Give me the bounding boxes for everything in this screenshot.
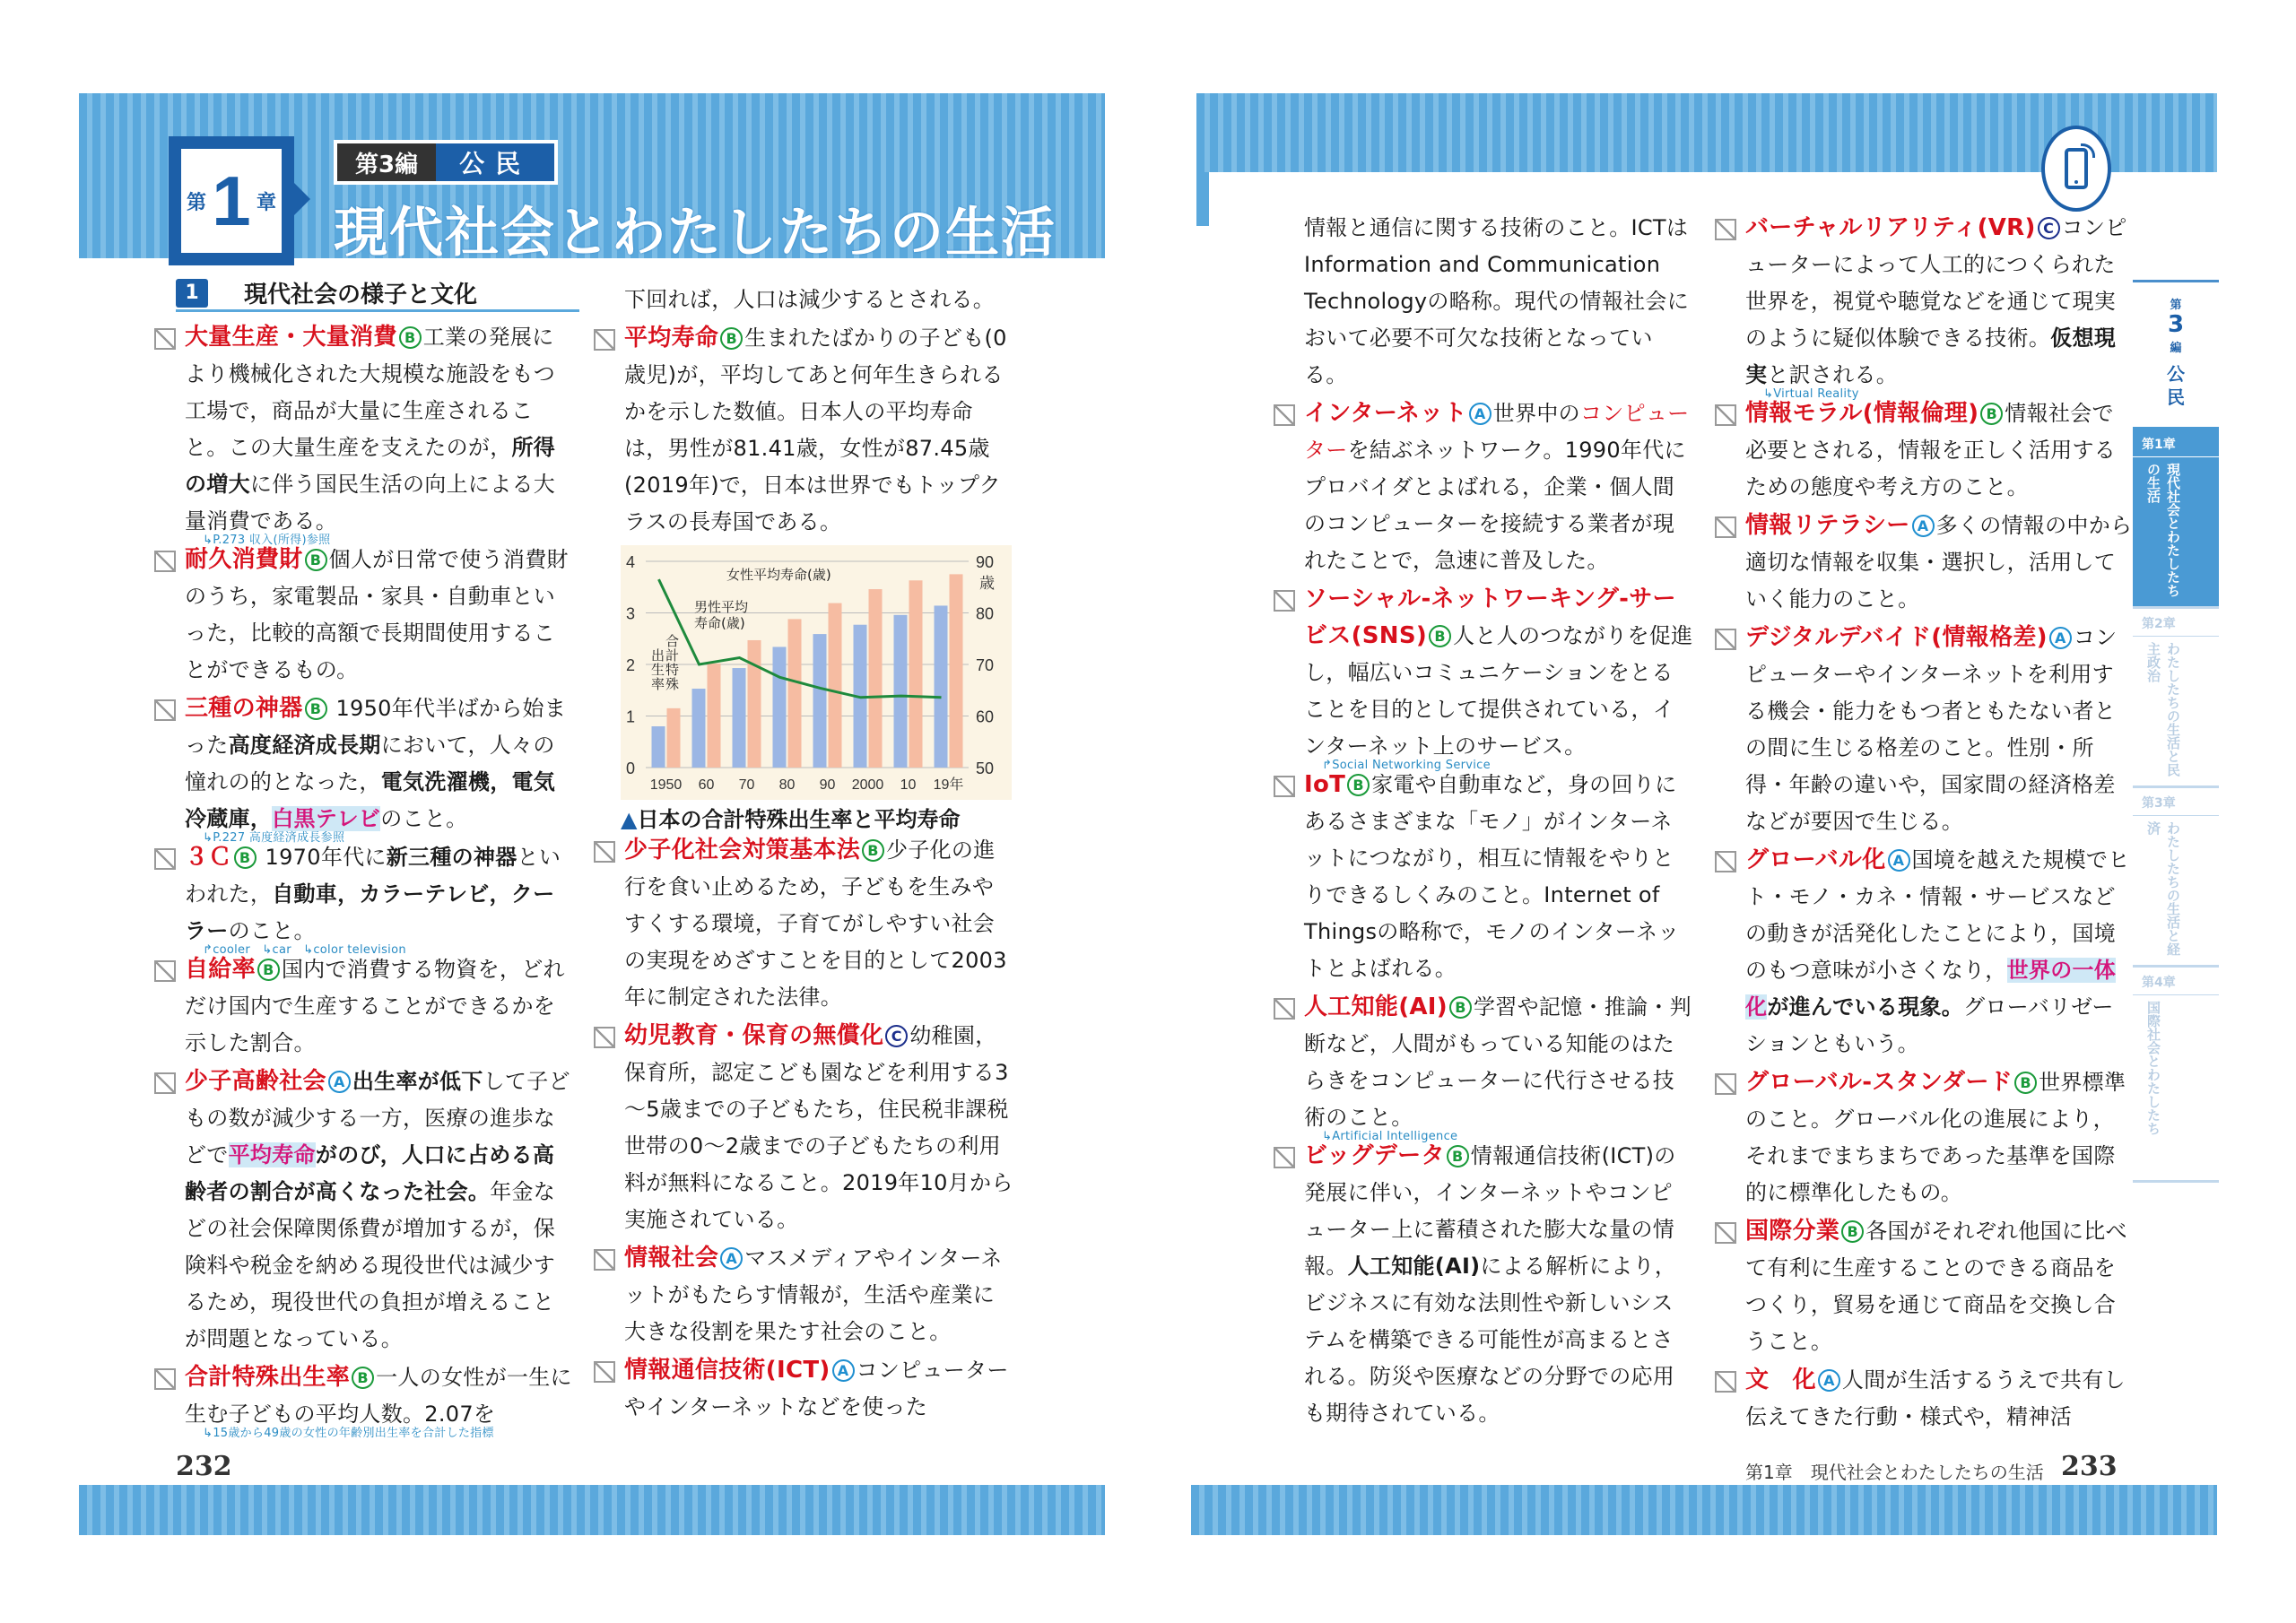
body-text: といわれた，	[185, 845, 561, 907]
body-text: 国内で消費する物資を，どれだけ国内で生産することができるかを示した割合。	[185, 957, 565, 1055]
part-number: 第3編	[337, 143, 436, 181]
chapter-suffix: 章	[256, 191, 276, 214]
term-title: グローバル-スタンダード	[1745, 1069, 2013, 1096]
body-text: 生まれたばかりの子ども(0歳児)が，平均してあと何年生きられるかを示した数値。日本人の平均寿命は，男性が81.41歳，女性が87.45歳(2019年)で，日本は世界でもトップクラスの長寿国である。	[624, 325, 1007, 534]
side-tab-chapter-3[interactable]	[2133, 785, 2219, 965]
checkbox-icon[interactable]	[1274, 404, 1295, 426]
term-title: 文 化	[1745, 1367, 1816, 1393]
checkbox-icon[interactable]	[1715, 1371, 1736, 1393]
svg-text:60: 60	[976, 707, 995, 726]
reference-note: ↳P.227 高度経済成長参照	[203, 831, 345, 845]
term-title: 情報通信技術(ICT)	[624, 1357, 831, 1384]
body-text: 情報社会で必要とされる，情報を正しく活用するための態度や考え方のこと。	[1745, 401, 2117, 499]
reference-note: ↱Social Networking Service	[1322, 759, 1491, 772]
chapter-arrow-icon	[294, 183, 310, 215]
svg-text:19年: 19年	[933, 777, 964, 793]
checkbox-icon[interactable]	[1715, 516, 1736, 538]
checkbox-icon[interactable]	[594, 841, 615, 863]
body-text: 世界標準のこと。グローバル化の進展により，それまでまちまちであった基準を国際的に標準化したもの。	[1745, 1070, 2126, 1205]
body-text: 少子化の進行を食い止めるため，子どもを生みやすくする環境，子育てがしやすい社会の実現をめざすことを目的として2003年に制定された法律。	[624, 838, 1007, 1010]
checkbox-icon[interactable]	[154, 848, 176, 870]
highlight-text: 白黒テレビ	[272, 806, 381, 831]
importance-badge-b: B	[399, 326, 422, 349]
svg-text:0: 0	[626, 759, 636, 777]
header-banner-edge	[1196, 172, 1209, 226]
glossary-entry	[152, 839, 574, 957]
svg-text:90: 90	[976, 553, 995, 571]
footer-banner-left	[79, 1485, 1105, 1535]
importance-badge-a: A	[1912, 515, 1935, 537]
term-title: 自給率	[185, 956, 256, 983]
svg-text:出: 出	[651, 647, 665, 664]
checkbox-icon[interactable]	[594, 1361, 615, 1383]
svg-text:女性平均寿命(歳): 女性平均寿命(歳)	[726, 567, 831, 583]
svg-text:60: 60	[698, 777, 715, 793]
section-title: 現代社会の様子と文化	[244, 282, 478, 308]
importance-badge-b: B	[305, 549, 327, 571]
footer-chapter-title: 第1章 現代社会とわたしたちの生活	[1745, 1462, 2044, 1483]
importance-badge-a: A	[1818, 1369, 1840, 1392]
term-title: ソーシャル-ネットワーキング-サービス(SNS)	[1304, 586, 1676, 649]
checkbox-icon[interactable]	[1715, 404, 1736, 426]
svg-text:生: 生	[651, 662, 665, 678]
importance-badge-b: B	[257, 959, 280, 981]
body-text: のこと。	[380, 806, 468, 831]
term-title: 耐久消費財	[185, 546, 303, 573]
footer-banner-right	[1191, 1485, 2217, 1535]
body-text: 1950年代半ばから始まった	[185, 696, 567, 758]
importance-badge-a: A	[328, 1071, 351, 1093]
bold-text: 人工知能(AI)	[1347, 1254, 1481, 1279]
body-text: のこと。	[228, 918, 316, 943]
term-title: 合計特殊出生率	[185, 1364, 351, 1391]
side-navigation	[2133, 280, 2219, 1183]
glossary-entry	[152, 1359, 574, 1440]
importance-badge-b: B	[862, 839, 884, 862]
left-column-1	[152, 317, 574, 1440]
glossary-entry	[1272, 1138, 1693, 1432]
checkbox-icon[interactable]	[154, 699, 176, 721]
term-title: 情報社会	[624, 1245, 719, 1271]
term-title: デジタルデバイド(情報格差)	[1745, 624, 2048, 651]
term-title: グローバル化	[1745, 846, 1886, 873]
body-text: 一人の女性が一生に生む子どもの平均人数。2.07を	[185, 1365, 572, 1427]
glossary-entry	[1713, 508, 2135, 618]
body-text: に伴う国民生活の向上による大量消費である。	[185, 472, 556, 534]
term-title: 情報リテラシー	[1745, 512, 1910, 539]
body-text: と訳される。	[1767, 362, 1899, 387]
body-text: 家電や自動車など，身の回りにあるさまざまな「モノ」がインターネットにつながり，相互に情報をやりとりできるしくみのこと。Internet of Thingsの略称で，モノのインターネットとよばれる。	[1304, 772, 1680, 981]
body-text: 世界中の	[1492, 401, 1580, 426]
glossary-entry	[1713, 842, 2135, 1063]
svg-text:70: 70	[976, 656, 995, 674]
glossary-entry	[1713, 395, 2135, 506]
svg-text:特: 特	[665, 662, 680, 678]
bold-text: 新三種の神器	[386, 845, 517, 870]
body-text: コンピューターやインターネットなどを使った	[624, 1358, 1009, 1419]
body-text: して子どもの数が減少する一方，医療の進歩などで	[185, 1069, 570, 1167]
svg-text:合: 合	[665, 633, 680, 649]
glossary-entry	[1713, 1064, 2135, 1211]
chapter-title: 現代社会とわたしたちの生活	[334, 202, 1057, 265]
svg-text:80: 80	[976, 604, 995, 623]
highlight-text: 平均寿命	[228, 1142, 316, 1167]
importance-badge-a: A	[2049, 627, 2072, 649]
importance-badge-b: B	[1980, 403, 2003, 425]
term-title: 大量生産・大量消費	[185, 324, 397, 351]
body-text: 情報通信技術(ICT)の発展に伴い，インターネットやコンピューター上に蓄積された膨大な量の情報。	[1304, 1143, 1676, 1279]
reference-note: ↳Artificial Intelligence	[1322, 1130, 1458, 1143]
section-number: 1	[176, 279, 208, 308]
checkbox-icon[interactable]	[154, 551, 176, 572]
side-tab-label: 第3章	[2133, 794, 2219, 816]
side-tab-label: 第2章	[2133, 614, 2219, 637]
checkbox-icon[interactable]	[1274, 590, 1295, 612]
body-text: 多くの情報の中から適切な情報を収集・選択し，活用していく能力のこと。	[1745, 513, 2133, 612]
section-heading	[176, 276, 579, 312]
body-text: 学習や記憶・推論・判断など，人間がもっている知能のはたらきをコンピューターに代行させる技術のこと。	[1304, 994, 1692, 1130]
body-text: 各国がそれぞれ他国に比べて有利に生産することのできる商品をつくり，貿易を通じて商品を交換し合うこと。	[1745, 1219, 2127, 1354]
side-tab-chapter-2[interactable]	[2133, 606, 2219, 785]
checkbox-icon[interactable]	[1274, 1147, 1295, 1168]
side-tab-title: わたしたちの生活と経済	[2145, 820, 2181, 956]
glossary-entry	[1272, 767, 1693, 987]
importance-badge-a: A	[720, 1247, 743, 1270]
term-title: 少子化社会対策基本法	[624, 837, 861, 864]
term-title: ３Ｃ	[185, 844, 232, 871]
term-title: 国際分業	[1745, 1218, 1840, 1245]
svg-text:率: 率	[651, 676, 665, 692]
side-tab-chapter-1[interactable]	[2133, 427, 2219, 606]
importance-badge-a: A	[832, 1359, 855, 1382]
svg-text:2: 2	[626, 656, 636, 674]
body-text: 個人が日常で使う消費財のうち，家電製品・家具・自動車といった，比較的高額で長期間使用することができるもの。	[185, 547, 569, 682]
term-title: 幼児教育・保育の無償化	[624, 1022, 884, 1049]
svg-text:4: 4	[626, 553, 636, 571]
checkbox-icon[interactable]	[154, 1368, 176, 1390]
importance-badge-a: A	[1469, 403, 1492, 425]
term-title: IoT	[1304, 771, 1346, 798]
side-tab-label: 第4章	[2133, 973, 2219, 995]
svg-text:10: 10	[900, 777, 917, 793]
importance-badge-b: B	[305, 698, 327, 720]
svg-text:2000: 2000	[851, 777, 884, 793]
triangle-icon: ▲	[621, 807, 638, 832]
bold-text: 電気洗濯機，電気冷蔵庫，	[185, 769, 556, 831]
svg-text:90: 90	[819, 777, 836, 793]
term-title: ビッグデータ	[1304, 1142, 1445, 1169]
right-column-2	[1713, 208, 2135, 1436]
svg-text:70: 70	[738, 777, 755, 793]
highlight-text: 世界の一体化	[1745, 958, 2117, 1020]
smartphone-icon	[2041, 126, 2111, 212]
page-number-right: 233	[2061, 1451, 2118, 1482]
body-text: 人と人のつながりを促進し，幅広いコミュニケーションをとることを目的として提供されている，インターネット上のサービス。	[1304, 623, 1693, 759]
glossary-entry	[1713, 210, 2135, 401]
checkbox-icon[interactable]	[1715, 851, 1736, 872]
body-text: 下回れば，人口は減少するとされる。	[624, 287, 996, 312]
term-title: 少子高齢社会	[185, 1068, 326, 1095]
importance-badge-c: C	[885, 1025, 908, 1047]
term-title: 三種の神器	[185, 695, 303, 722]
reference-note: ↱cooler ↳car ↳color television	[203, 943, 406, 957]
part-subject: 公民	[436, 143, 554, 181]
importance-badge-b: B	[1347, 774, 1370, 796]
page-number-left: 232	[176, 1451, 232, 1482]
glossary-entry	[592, 1018, 1013, 1238]
glossary-entry	[592, 1352, 1013, 1426]
glossary-entry	[152, 951, 574, 1062]
importance-badge-b: B	[1841, 1220, 1864, 1243]
bold-text: 所得の増大	[185, 435, 556, 497]
glossary-entry	[152, 542, 574, 689]
glossary-entry	[592, 832, 1013, 1016]
term-title: バーチャルリアリティ(VR)	[1745, 214, 2036, 241]
glossary-entry	[592, 320, 1013, 541]
bold-text: 出生率が低下	[352, 1069, 483, 1094]
chart-svg	[621, 545, 1012, 800]
body-text: 人間が生活するうえで共有し伝えてきた行動・様式や，精神活	[1745, 1367, 2126, 1429]
glossary-entry	[152, 319, 574, 547]
body-text: コンピューターによって人工的につくられた世界を，視覚や聴覚などを通じて現実のように疑似体験できる技術。	[1745, 215, 2127, 351]
body-text: 1970年代に	[257, 845, 387, 870]
side-tab-title: 現代社会とわたしたちの生活	[2145, 462, 2181, 597]
body-text: を結ぶネットワーク。1990年代にプロバイダとよばれる，企業・個人間のコンピューターを接続する業者が現れたことで，急速に普及した。	[1304, 438, 1686, 573]
checkbox-icon[interactable]	[1274, 998, 1295, 1020]
side-tab-chapter-4[interactable]	[2133, 965, 2219, 1144]
importance-badge-b: B	[2014, 1072, 2037, 1094]
checkbox-icon[interactable]	[154, 328, 176, 350]
red-text: コンピューター	[1304, 401, 1690, 463]
reference-note: ↳P.273 収入(所得)参照	[203, 534, 331, 547]
checkbox-icon[interactable]	[154, 960, 176, 982]
glossary-entry	[1713, 1213, 2135, 1360]
glossary-entry	[1272, 989, 1693, 1143]
body-text: 工業の発展により機械化された大規模な施設をもつ工場で，商品が大量に生産されること。この大量生産を支えたのが，	[185, 325, 556, 460]
body-text: による解析により，ビジネスに有効な法則性や新しいシステムを構築できる可能性が高まるとされる。防災や医療などの分野での応用も期待されている。	[1304, 1254, 1677, 1426]
term-title: 人工知能(AI)	[1304, 994, 1448, 1020]
body-text: マスメディアやインターネットがもたらす情報が，生活や産業に大きな役割を果たす社会のこと。	[624, 1245, 1003, 1344]
glossary-entry	[1272, 581, 1693, 772]
glossary-entry	[592, 1240, 1013, 1350]
importance-badge-c: C	[2038, 217, 2060, 239]
svg-text:1: 1	[626, 707, 636, 726]
body-text: において，人々の憧れの的となった，	[185, 733, 555, 794]
glossary-entry	[1272, 395, 1693, 579]
svg-text:男性平均: 男性平均	[694, 599, 749, 615]
checkbox-icon[interactable]	[1715, 1222, 1736, 1244]
checkbox-icon[interactable]	[1274, 776, 1295, 797]
chart-caption	[621, 802, 960, 833]
chart-title: 日本の合計特殊出生率と平均寿命	[637, 807, 961, 832]
importance-badge-a: A	[1888, 849, 1910, 872]
term-title: 情報モラル(情報倫理)	[1745, 400, 1979, 427]
chapter-number: 1	[212, 161, 251, 240]
checkbox-icon[interactable]	[1715, 219, 1736, 240]
svg-text:50: 50	[976, 759, 995, 777]
entry-continuation	[592, 282, 1013, 318]
body-text: グローバリゼーションともいう。	[1745, 994, 2114, 1056]
glossary-entry	[1713, 620, 2135, 840]
importance-badge-b: B	[234, 846, 257, 869]
importance-badge-b: B	[1447, 1145, 1469, 1167]
side-tab-title: わたしたちの生活と民主政治	[2145, 641, 2181, 777]
right-column-1	[1272, 208, 1693, 1432]
term-title: 平均寿命	[624, 325, 719, 352]
checkbox-icon[interactable]	[1715, 1073, 1736, 1095]
body-text: コンピューターやインターネットを利用する機会・能力をもつ者ともたない者との間に生じる格差のこと。性別・所得・年齢の違いや，国家間の経済格差などが要因で生じる。	[1745, 625, 2118, 834]
body-text: 幼稚園，保育所，認定こども園などを利用する3～5歳までの子どもたち，住民税非課税世帯の0～2歳までの子どもたちの利用料が無料になること。2019年10月から実施されている。	[624, 1023, 1013, 1232]
side-tab-title: 国際社会とわたしたち	[2145, 1000, 2161, 1135]
checkbox-icon[interactable]	[594, 329, 615, 351]
body-text: 情報と通信に関する技術のこと。ICTはInformation and Communication Technologyの略称。現代の情報社会において必要不可欠な技術となっている。	[1304, 215, 1690, 387]
importance-badge-b: B	[1449, 996, 1472, 1019]
svg-text:1950: 1950	[649, 777, 683, 793]
chapter-prefix: 第	[187, 191, 207, 214]
checkbox-icon[interactable]	[154, 1072, 176, 1094]
bold-text: 高度経済成長期	[228, 733, 381, 758]
svg-text:80: 80	[778, 777, 796, 793]
bold-text: 自動車，カラーテレビ，クーラー	[185, 881, 555, 943]
checkbox-icon[interactable]	[1715, 629, 1736, 650]
entry-continuation	[1272, 210, 1693, 394]
body-text: 年金などの社会保障関係費が増加するが，保険料や税金を納める現役世代は減少するため，現役世代の負担が増えることが問題となっている。	[185, 1179, 556, 1351]
svg-text:寿命(歳): 寿命(歳)	[694, 615, 745, 631]
checkbox-icon[interactable]	[594, 1027, 615, 1048]
svg-text:計: 計	[665, 647, 680, 664]
term-title: インターネット	[1304, 400, 1467, 427]
glossary-entry	[152, 690, 574, 845]
svg-text:3: 3	[626, 604, 636, 623]
importance-badge-b: B	[720, 327, 743, 350]
bold-text: 仮想現実	[1745, 325, 2117, 387]
side-part-label: 第 3 編 公 民	[2167, 299, 2185, 408]
left-column-2-top	[592, 280, 1013, 541]
bold-text: がのび，人口に占める高齢者の割合が高くなった社会。	[185, 1142, 555, 1204]
reference-note: ↳15歳から49歳の女性の年齢別出生率を合計した指標	[203, 1427, 494, 1440]
svg-text:殊: 殊	[665, 676, 680, 692]
importance-badge-b: B	[352, 1367, 374, 1389]
glossary-entry	[1713, 1362, 2135, 1436]
chart-birthrate-lifespan	[621, 545, 1012, 800]
part-label	[334, 140, 558, 185]
bold-text: が進んでいる現象。	[1767, 994, 1964, 1020]
importance-badge-b: B	[1429, 625, 1451, 647]
glossary-entry	[152, 1063, 574, 1358]
reference-note: ↳Virtual Reality	[1763, 387, 1859, 401]
side-tab-label: 第1章	[2133, 435, 2219, 457]
chapter-number-block	[169, 136, 294, 265]
svg-text:歳: 歳	[979, 575, 995, 593]
body-text: 国境を越えた規模でヒト・モノ・カネ・情報・サービスなどの動きが活発化したことにより，国境のもつ意味が小さくなり，	[1745, 847, 2130, 983]
checkbox-icon[interactable]	[594, 1249, 615, 1271]
left-column-2-bottom	[592, 830, 1013, 1426]
